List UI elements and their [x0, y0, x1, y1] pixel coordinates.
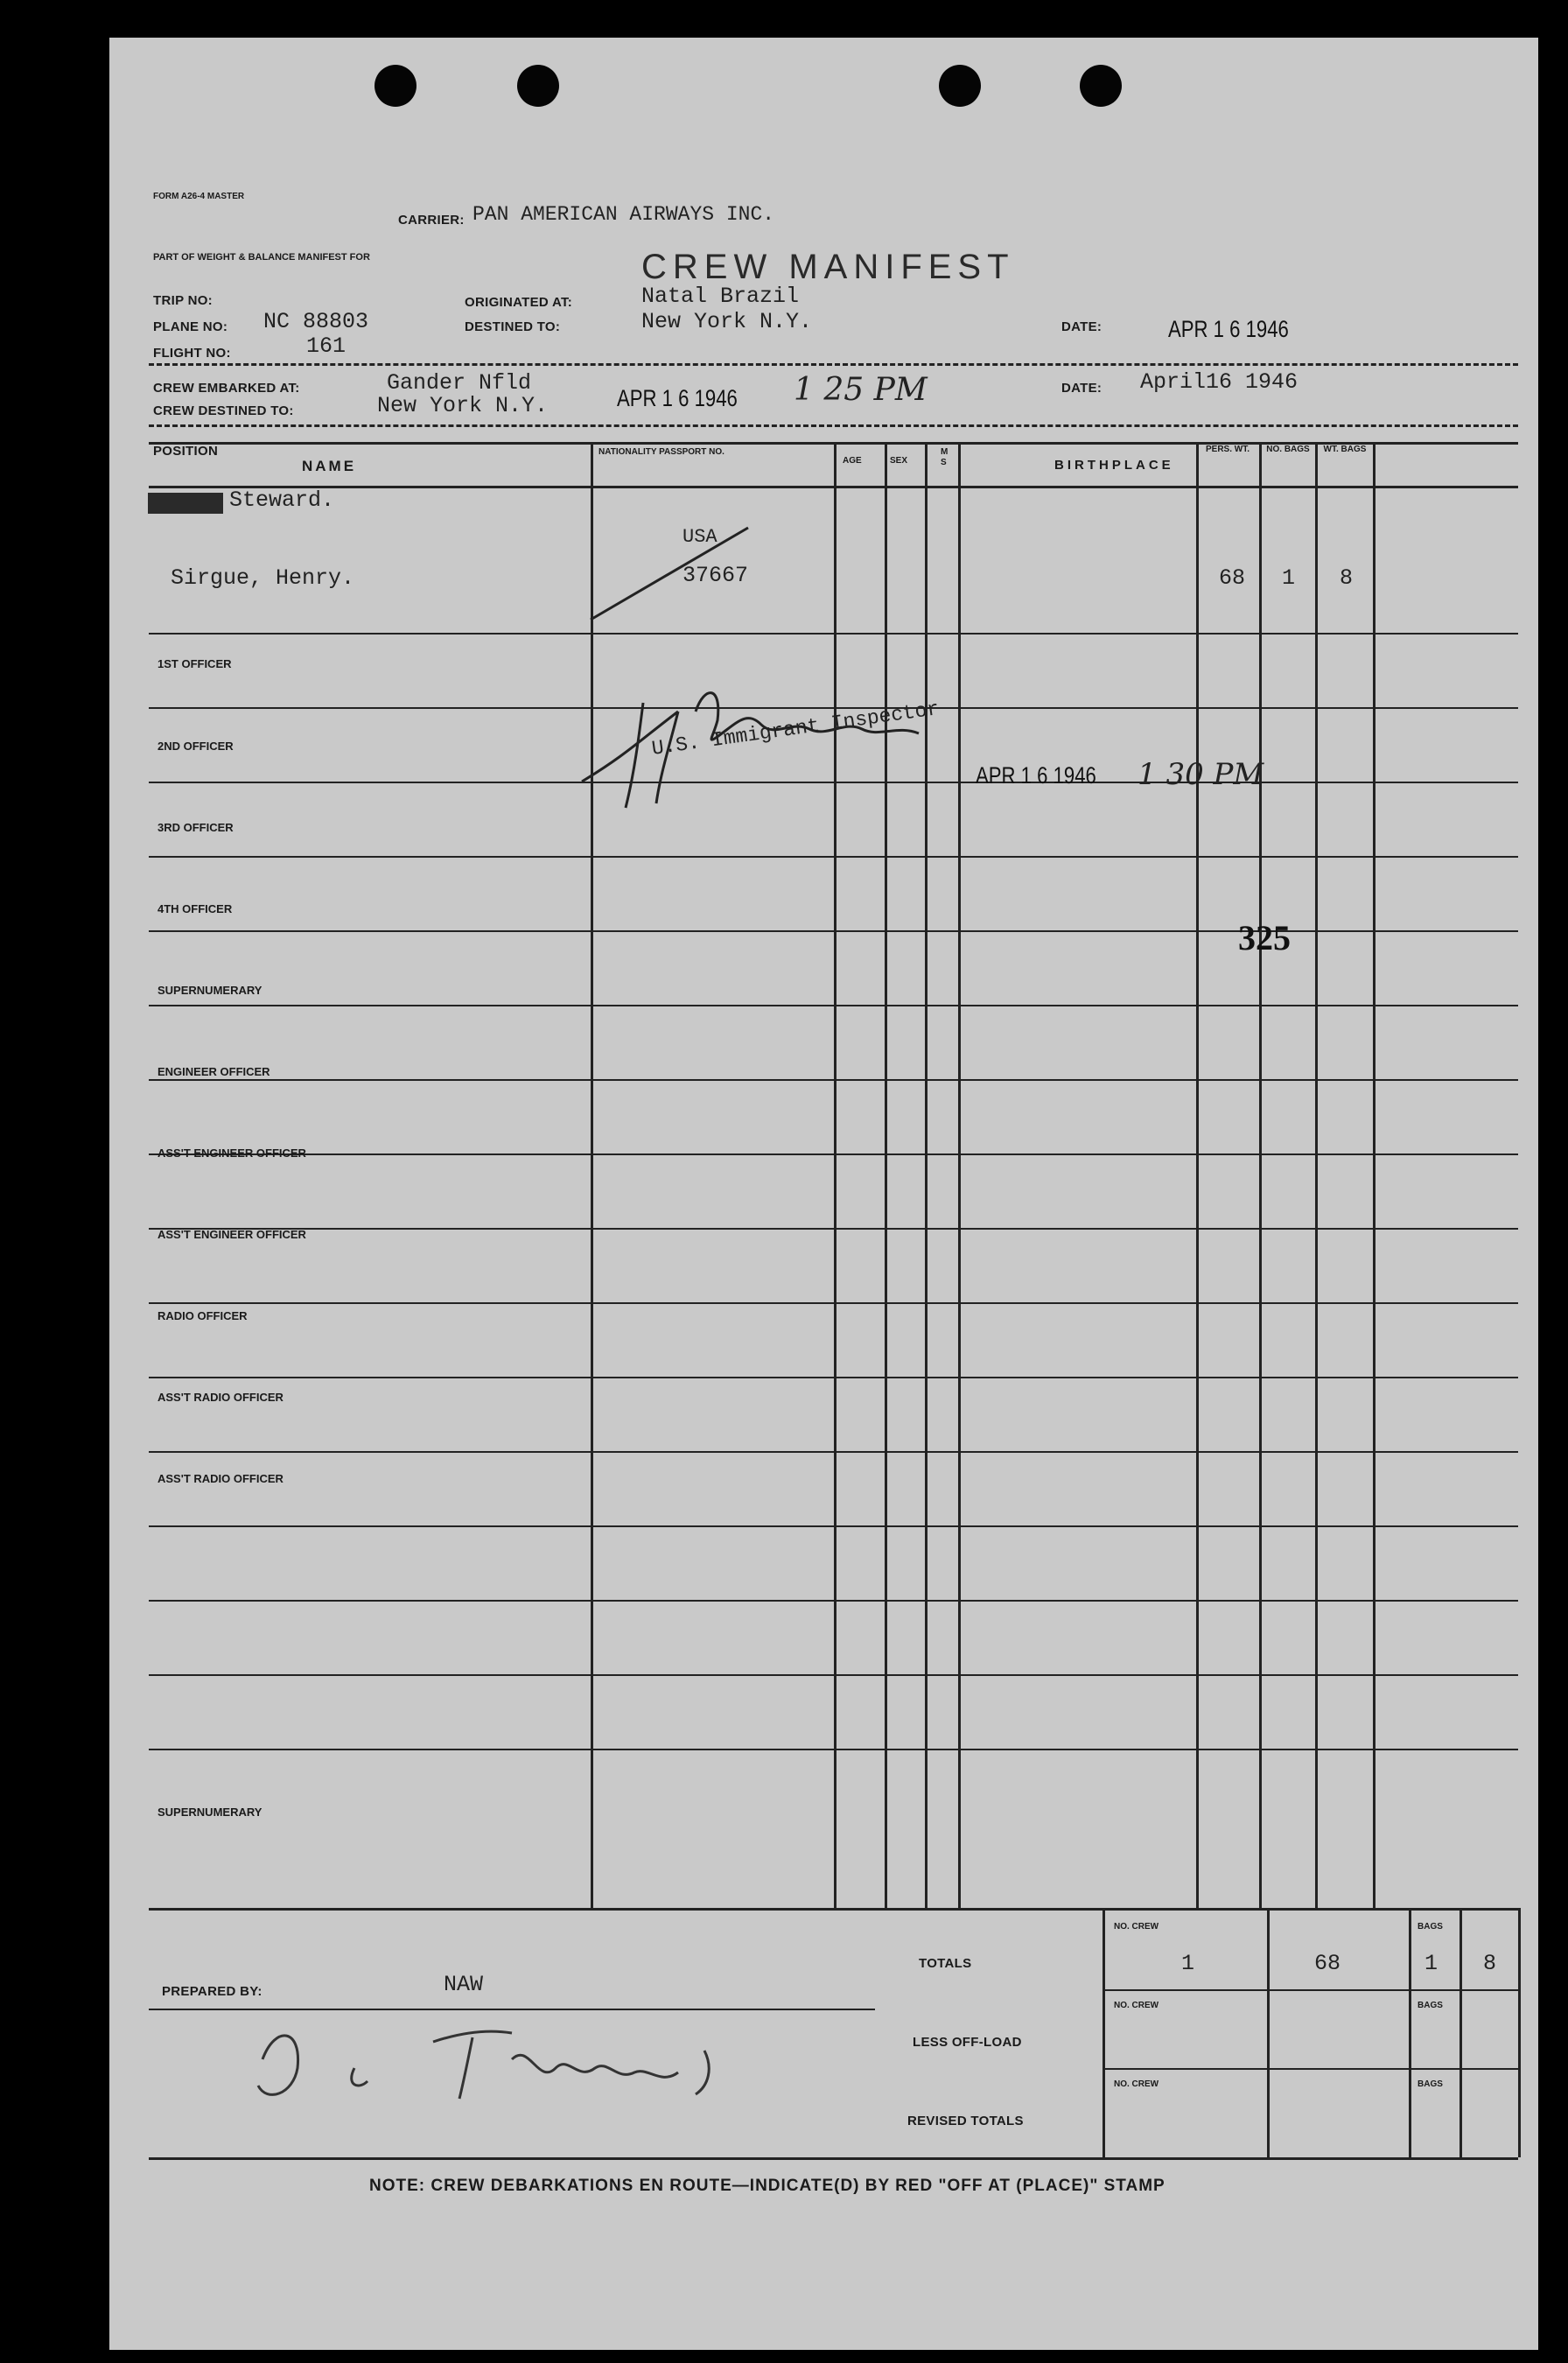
revised-totals-label: REVISED TOTALS — [907, 2114, 1024, 2128]
row-label: SUPERNUMERARY — [158, 984, 262, 997]
row-label: ASS'T ENGINEER OFFICER — [158, 1228, 306, 1241]
row-label: 2ND OFFICER — [158, 740, 234, 753]
crew-destined-label: CREW DESTINED TO: — [153, 403, 294, 418]
bags-label: BAGS — [1418, 2001, 1443, 2010]
col-divider — [958, 442, 961, 1908]
row-label: RADIO OFFICER — [158, 1309, 248, 1322]
no-crew-label: NO. CREW — [1114, 1922, 1159, 1932]
col-sex: SEX — [890, 456, 908, 466]
date-label: DATE: — [1061, 319, 1102, 334]
row-label: ASS'T ENGINEER OFFICER — [158, 1146, 306, 1160]
row-line — [149, 1451, 1518, 1453]
wt-bags: 8 — [1340, 565, 1354, 591]
row-line — [149, 1674, 1518, 1676]
row-line — [149, 1377, 1518, 1378]
totals-line — [1102, 2068, 1518, 2070]
row-line — [149, 856, 1518, 858]
col-nationality: NATIONALITY PASSPORT NO. — [598, 447, 724, 457]
col-birthplace: BIRTHPLACE — [1054, 458, 1174, 473]
date-value: APR 1 6 1946 — [1168, 316, 1289, 342]
col-divider — [1196, 442, 1199, 1908]
form-id: FORM A26-4 MASTER — [153, 192, 245, 201]
punch-hole — [517, 65, 559, 107]
no-crew-label: NO. CREW — [1114, 2001, 1159, 2010]
row-line — [149, 1079, 1518, 1081]
row-label: 3RD OFFICER — [158, 821, 234, 834]
totals-line — [1102, 1989, 1518, 1991]
passport-no: 37667 — [682, 563, 749, 588]
col-no-bags: NO. BAGS — [1266, 445, 1310, 454]
totals-divider — [1460, 1908, 1462, 2157]
divider — [149, 424, 1518, 427]
col-divider — [1373, 442, 1376, 1908]
inspector-title: U.S. Immigrant Inspector — [650, 698, 941, 761]
date2-label: DATE: — [1061, 381, 1102, 396]
row-line — [149, 1600, 1518, 1602]
row-line — [149, 930, 1518, 932]
totals-divider — [1102, 1908, 1105, 2157]
plane-label: PLANE NO: — [153, 319, 228, 334]
date2-value: April16 1946 — [1140, 369, 1298, 395]
row-line — [149, 1153, 1518, 1155]
crew-destined-value: New York N.Y. — [377, 393, 549, 418]
row-line — [149, 1228, 1518, 1230]
footer-note: NOTE: CREW DEBARKATIONS EN ROUTE—INDICATE(D) BY RED "OFF AT (PLACE)" STAMP — [369, 2177, 1166, 2195]
col-age: AGE — [843, 456, 862, 466]
col-divider — [1259, 442, 1262, 1908]
row-label: ASS'T RADIO OFFICER — [158, 1472, 284, 1485]
row-line — [149, 1525, 1518, 1527]
row-label: 1ST OFFICER — [158, 657, 232, 670]
struck-out-title — [148, 493, 223, 514]
totals-divider — [1267, 1908, 1270, 2157]
totals-bottom-line — [149, 2157, 1518, 2160]
totals-divider — [1518, 1908, 1521, 2157]
originated-value: Natal Brazil — [641, 284, 800, 309]
arrival-stamp-time: 1 25 PM — [794, 372, 928, 408]
preparer-signature — [249, 2007, 792, 2112]
totals-label: TOTALS — [919, 1956, 972, 1971]
arrival-stamp-date: APR 1 6 1946 — [617, 385, 738, 411]
flight-label: FLIGHT NO: — [153, 346, 231, 361]
embarked-value: Gander Nfld — [387, 370, 532, 396]
originated-label: ORIGINATED AT: — [465, 295, 573, 310]
page-title: CREW MANIFEST — [641, 248, 1015, 286]
less-offload-label: LESS OFF-LOAD — [913, 2035, 1022, 2050]
total-weight: 68 — [1314, 1951, 1341, 1976]
carrier-value: PAN AMERICAN AIRWAYS INC. — [472, 203, 775, 226]
carrier-label: CARRIER: — [398, 213, 465, 228]
row-label: ENGINEER OFFICER — [158, 1065, 270, 1078]
row-line — [149, 1302, 1518, 1304]
totals-divider — [1409, 1908, 1411, 2157]
divider — [149, 363, 1518, 366]
col-divider — [1315, 442, 1318, 1908]
col-pers-wt: PERS. WT. — [1205, 445, 1250, 454]
prepared-label: PREPARED BY: — [162, 1984, 262, 1999]
prepared-value: NAW — [444, 1972, 484, 1997]
trip-label: TRIP NO: — [153, 293, 213, 308]
punch-hole — [939, 65, 981, 107]
col-ms: M S — [941, 447, 948, 467]
embarked-label: CREW EMBARKED AT: — [153, 381, 300, 396]
nationality: USA — [682, 526, 718, 548]
inspection-number: 325 — [1238, 918, 1291, 957]
inspection-stamp-time: 1 30 PM — [1138, 757, 1264, 792]
destined-value: New York N.Y. — [641, 309, 813, 334]
no-bags: 1 — [1282, 565, 1296, 591]
position-steward: Steward. — [229, 487, 335, 513]
passport-strikethrough — [582, 523, 757, 628]
part-of-label: PART OF WEIGHT & BALANCE MANIFEST FOR — [153, 252, 370, 263]
row-line — [149, 633, 1518, 635]
row-line — [149, 1005, 1518, 1006]
row-label: 4TH OFFICER — [158, 902, 233, 915]
inspection-stamp-date: APR 1 6 1946 — [976, 762, 1096, 789]
bags-label: BAGS — [1418, 2079, 1443, 2089]
bags-label: BAGS — [1418, 1922, 1443, 1932]
pers-wt: 68 — [1219, 565, 1246, 591]
crew-manifest-sheet — [109, 38, 1538, 2350]
total-crew: 1 — [1181, 1951, 1195, 1976]
plane-value: NC 88803 — [263, 309, 369, 334]
no-crew-label: NO. CREW — [1114, 2079, 1159, 2089]
table-bottom-line — [149, 1908, 1518, 1911]
row-line — [149, 1749, 1518, 1750]
punch-hole — [374, 65, 416, 107]
total-bags-wt: 8 — [1483, 1951, 1497, 1976]
col-position: POSITION — [153, 444, 219, 459]
total-bags: 1 — [1424, 1951, 1438, 1976]
crew-name: Sirgue, Henry. — [171, 565, 355, 591]
flight-value: 161 — [306, 333, 346, 359]
col-name: NAME — [302, 458, 357, 474]
row-label-bottom: SUPERNUMERARY — [158, 1806, 262, 1819]
row-label: ASS'T RADIO OFFICER — [158, 1391, 284, 1404]
punch-hole — [1080, 65, 1122, 107]
destined-label: DESTINED TO: — [465, 319, 561, 334]
col-wt-bags: WT. BAGS — [1323, 445, 1367, 454]
